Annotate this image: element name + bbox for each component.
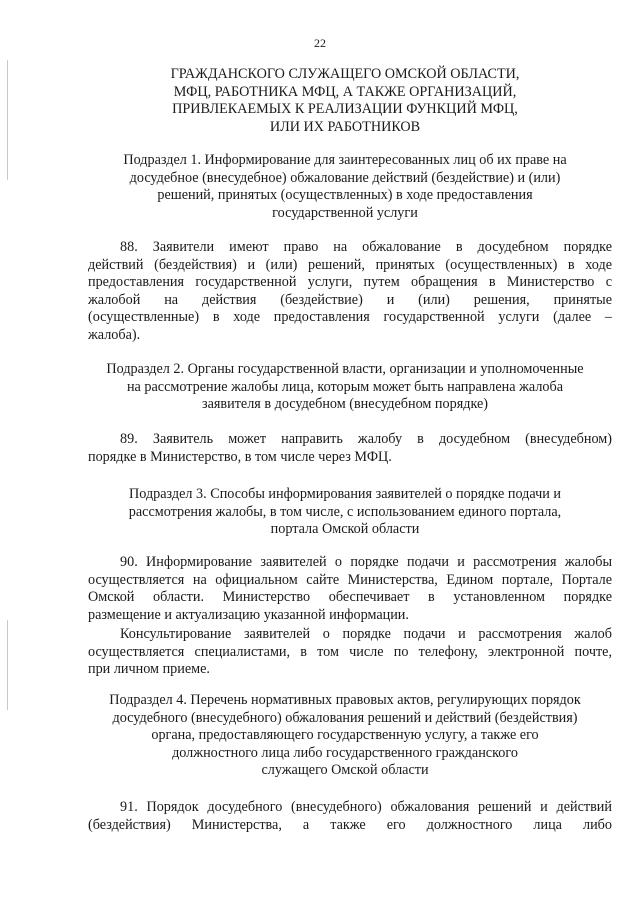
title-line: Подраздел 4. Перечень нормативных правовых актов, регулирующих порядок bbox=[109, 692, 581, 708]
paragraph-line: жалоба). bbox=[88, 326, 141, 343]
paragraph-89 bbox=[88, 431, 612, 466]
scan-edge-mark bbox=[7, 60, 8, 180]
scan-edge-mark bbox=[7, 620, 8, 710]
paragraph-line: 88. Заявители имеют право на обжалование в досудебном порядке bbox=[120, 239, 612, 255]
paragraph-line: Консультирование заявителей о порядке подачи и рассмотрения жалоб bbox=[120, 626, 612, 642]
heading-line: ГРАЖДАНСКОГО СЛУЖАЩЕГО ОМСКОЙ ОБЛАСТИ, bbox=[170, 66, 520, 82]
paragraph-line: действий (бездействия) и (или) решений, принятых (осуществленных) в ходе bbox=[88, 256, 612, 273]
paragraph-90-consulting bbox=[88, 626, 612, 679]
heading-line: ИЛИ ИХ РАБОТНИКОВ bbox=[269, 118, 421, 135]
paragraph-line: 91. Порядок досудебного (внесудебного) обжалования решений и действий bbox=[120, 799, 612, 815]
paragraph-line: 89. Заявитель может направить жалобу в досудебном (внесудебном) bbox=[120, 431, 612, 447]
subsection-3-title bbox=[80, 486, 610, 539]
paragraph-line: размещение и актуализацию указанной информации. bbox=[88, 606, 409, 623]
heading-line: ПРИВЛЕКАЕМЫХ К РЕАЛИЗАЦИИ ФУНКЦИЙ МФЦ, bbox=[172, 101, 518, 118]
paragraph-line: (осуществленные) в ходе предоставления государственной услуги (далее – bbox=[88, 309, 612, 325]
title-line: Подраздел 2. Органы государственной власти, организации и уполномоченные bbox=[106, 361, 584, 377]
title-line: государственной услуги bbox=[272, 204, 418, 221]
subsection-4-title bbox=[80, 692, 610, 780]
section-heading bbox=[80, 66, 610, 136]
heading-line: МФЦ, РАБОТНИКА МФЦ, А ТАКЖЕ ОРГАНИЗАЦИЙ, bbox=[173, 83, 517, 100]
title-line: Подраздел 3. Способы информирования заявителей о порядке подачи и bbox=[129, 486, 561, 502]
title-line: досудебное (внесудебное) обжалование действий (бездействие) и (или) bbox=[129, 169, 561, 186]
paragraph-line: предоставления государственной услуги, путем обращения в Министерство с bbox=[88, 274, 612, 290]
title-line: решений, принятых (осуществленных) в ходе предоставления bbox=[157, 187, 533, 203]
title-line: досудебного (внесудебного) обжалования решений и действий (бездействия) bbox=[112, 709, 578, 726]
title-line: должностного лица либо государственного гражданского bbox=[172, 744, 518, 761]
page-number: 22 bbox=[314, 36, 326, 50]
paragraph-88 bbox=[88, 239, 612, 344]
title-line: органа, предоставляющего государственную услугу, а также его bbox=[151, 727, 539, 743]
subsection-1-title bbox=[80, 152, 610, 222]
title-line: рассмотрения жалобы, в том числе, с использованием единого портала, bbox=[128, 503, 562, 520]
paragraph-90 bbox=[88, 554, 612, 624]
paragraph-line: (бездействия) Министерства, а также его должностного лица либо bbox=[88, 816, 612, 833]
paragraph-line: порядке в Министерство, в том числе через МФЦ. bbox=[88, 448, 392, 465]
paragraph-line: жалобой на действия (бездействие) и (или) решения, принятые bbox=[88, 291, 612, 308]
title-line: заявителя в досудебном (внесудебном порядке) bbox=[202, 396, 488, 412]
title-line: Подраздел 1. Информирование для заинтересованных лиц об их праве на bbox=[123, 152, 567, 168]
paragraph-line: осуществляется на официальном сайте Министерства, Едином портале, Портале bbox=[88, 571, 612, 588]
title-line: портала Омской области bbox=[270, 521, 420, 537]
paragraph-line: при личном приеме. bbox=[88, 661, 210, 677]
paragraph-line: 90. Информирование заявителей о порядке подачи и рассмотрения жалобы bbox=[120, 554, 612, 570]
paragraph-line: Омской области. Министерство обеспечивает в установленном порядке bbox=[88, 589, 612, 605]
paragraph-91 bbox=[88, 799, 612, 834]
title-line: на рассмотрение жалобы лица, которым может быть направлена жалоба bbox=[126, 378, 564, 395]
subsection-2-title bbox=[80, 361, 610, 414]
paragraph-line: осуществляется специалистами, в том числе по телефону, электронной почте, bbox=[88, 643, 612, 660]
title-line: служащего Омской области bbox=[261, 762, 429, 778]
